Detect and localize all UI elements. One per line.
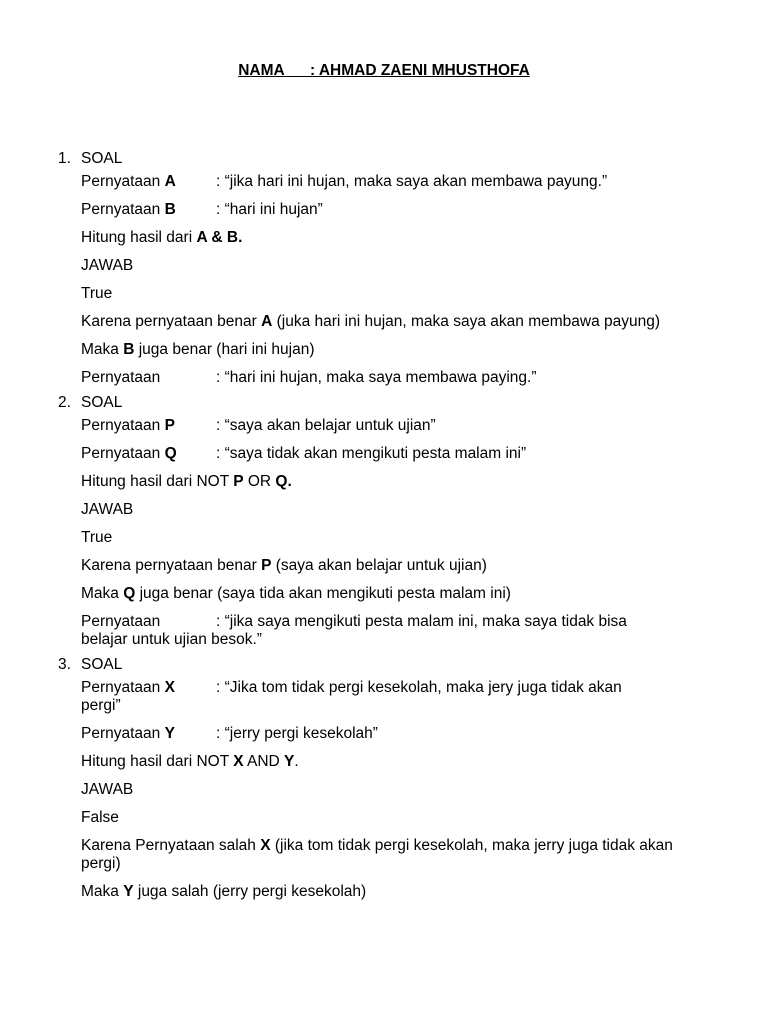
- statement-text-continued: pergi”: [81, 697, 121, 714]
- conclusion-var: Y: [123, 883, 134, 900]
- question-heading-label: SOAL: [81, 150, 123, 167]
- reason-text: (jika tom tidak pergi kesekolah, maka jerry juga tidak akan pergi): [81, 837, 673, 872]
- question-number: 1.: [58, 150, 71, 167]
- calc-text: Hitung hasil dari: [81, 229, 197, 246]
- calc-text: .: [294, 753, 299, 770]
- conclusion-text: juga salah (jerry pergi kesekolah): [133, 883, 367, 900]
- conclusion-line: [81, 341, 698, 359]
- calc-instruction: [81, 229, 698, 247]
- calc-instruction: [81, 473, 698, 491]
- reason-text: Karena pernyataan benar: [81, 557, 262, 574]
- calc-var: Y: [284, 753, 295, 770]
- statement-text: : “hari ini hujan, maka saya membawa paying.”: [216, 369, 537, 386]
- reason-var: X: [260, 837, 271, 854]
- calc-var: P: [233, 473, 244, 490]
- statement-text: : “saya tidak akan mengikuti pesta malam ini”: [216, 445, 527, 462]
- reason-text: (juka hari ini hujan, maka saya akan membawa payung): [272, 313, 661, 330]
- question-1-heading: [58, 145, 698, 173]
- conclusion-text: Maka: [81, 341, 124, 358]
- calc-var: X: [233, 753, 244, 770]
- statement-text: : “hari ini hujan”: [216, 201, 323, 218]
- question-heading-label: SOAL: [81, 394, 123, 411]
- calc-text: Hitung hasil dari NOT: [81, 473, 234, 490]
- conclusion-line: [81, 883, 698, 901]
- reason-text: Karena Pernyataan salah: [81, 837, 261, 854]
- answer-result: False: [81, 809, 119, 826]
- statement-text-continued: belajar untuk ujian besok.”: [81, 631, 262, 648]
- statement-text: : “Jika tom tidak pergi kesekolah, maka jery juga tidak akan: [216, 679, 622, 696]
- statement-text: : “jika saya mengikuti pesta malam ini, maka saya tidak bisa: [216, 613, 627, 630]
- statement-label: Pernyataan: [81, 417, 165, 434]
- calc-operator: AND: [243, 753, 285, 770]
- statement-var: B: [164, 201, 176, 218]
- conclusion-text: Maka: [81, 883, 124, 900]
- statement-y: [81, 725, 698, 743]
- statement-label: Pernyataan: [81, 201, 165, 218]
- statement-label: Pernyataan: [81, 613, 161, 630]
- reason-line: [81, 837, 698, 873]
- conclusion-text: juga benar (saya tida akan mengikuti pesta malam ini): [135, 585, 511, 602]
- question-list: [58, 145, 698, 911]
- reason-line: [81, 313, 698, 331]
- title-separator: :: [284, 62, 319, 79]
- conclusion-text: juga benar (hari ini hujan): [134, 341, 315, 358]
- answer-result: True: [81, 285, 113, 302]
- calc-var: Q.: [275, 473, 292, 490]
- statement-text: : “jerry pergi kesekolah”: [216, 725, 378, 742]
- question-3-heading: [58, 651, 698, 679]
- reason-text: Karena pernyataan benar: [81, 313, 262, 330]
- question-heading-label: SOAL: [81, 656, 123, 673]
- statement-a: [81, 173, 698, 191]
- calc-text: Hitung hasil dari NOT: [81, 753, 234, 770]
- answer-heading: JAWAB: [81, 257, 134, 274]
- statement-x: [81, 679, 698, 715]
- calc-expression: A & B.: [196, 229, 243, 246]
- statement-var: X: [164, 679, 175, 696]
- conclusion-var: B: [123, 341, 135, 358]
- question-number: 2.: [58, 394, 71, 411]
- statement-label: Pernyataan: [81, 445, 165, 462]
- answer-heading: JAWAB: [81, 501, 134, 518]
- statement-var: A: [164, 173, 176, 190]
- statement-q: [81, 445, 698, 463]
- final-statement: [81, 369, 698, 387]
- conclusion-var: Q: [123, 585, 136, 602]
- question-number: 3.: [58, 656, 71, 673]
- statement-var: P: [164, 417, 175, 434]
- title-name: AHMAD ZAENI MHUSTHOFA: [318, 62, 530, 79]
- statement-label: Pernyataan: [81, 725, 165, 742]
- reason-var: A: [261, 313, 273, 330]
- reason-var: P: [261, 557, 272, 574]
- statement-label: Pernyataan: [81, 679, 165, 696]
- statement-p: [81, 417, 698, 435]
- answer-result: True: [81, 529, 113, 546]
- statement-label: Pernyataan: [81, 173, 165, 190]
- title-label: NAMA: [238, 62, 285, 79]
- answer-heading: JAWAB: [81, 781, 134, 798]
- statement-var: Y: [164, 725, 175, 742]
- statement-text: : “jika hari ini hujan, maka saya akan membawa payung.”: [216, 173, 608, 190]
- question-2-heading: [58, 389, 698, 417]
- calc-instruction: [81, 753, 698, 771]
- conclusion-line: [81, 585, 698, 603]
- reason-text: (saya akan belajar untuk ujian): [271, 557, 487, 574]
- reason-line: [81, 557, 698, 575]
- document-title: [0, 62, 768, 80]
- calc-operator: OR: [243, 473, 276, 490]
- statement-text: : “saya akan belajar untuk ujian”: [216, 417, 436, 434]
- statement-label: Pernyataan: [81, 369, 161, 386]
- conclusion-text: Maka: [81, 585, 124, 602]
- final-statement: [81, 613, 698, 649]
- statement-b: [81, 201, 698, 219]
- statement-var: Q: [164, 445, 177, 462]
